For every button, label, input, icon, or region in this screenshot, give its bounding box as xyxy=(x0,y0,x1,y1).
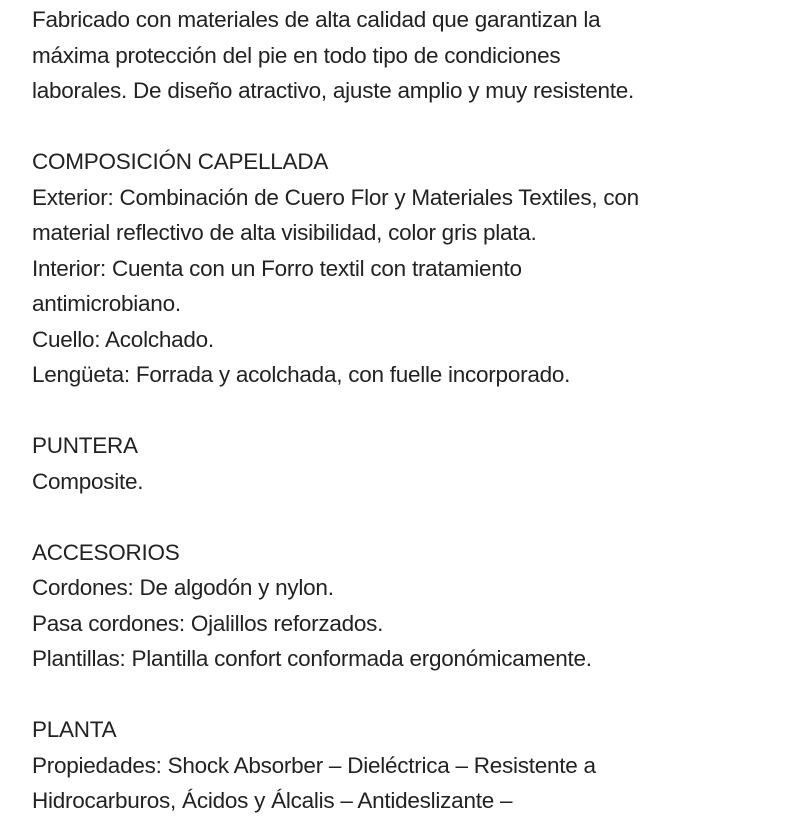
intro-paragraph xyxy=(32,2,772,109)
intro-line: Fabricado con materiales de alta calidad que garantizan la xyxy=(32,7,601,32)
intro-line: laborales. De diseño atractivo, ajuste amplio y muy resistente. xyxy=(32,78,635,103)
spec-line: Interior: Cuenta con un Forro textil con tratamiento xyxy=(32,255,522,281)
spacer xyxy=(32,109,772,145)
spec-line: Hidrocarburos, Ácidos y Álcalis – Antideslizante – xyxy=(32,788,513,813)
spacer xyxy=(32,677,772,713)
spec-line: antimicrobiano. xyxy=(32,291,181,316)
section-heading: PLANTA xyxy=(32,717,117,742)
spec-line: Pasa cordones: Ojalillos reforzados. xyxy=(32,610,384,636)
section-puntera xyxy=(32,428,772,499)
spec-line: Cuello: Acolchado. xyxy=(32,326,214,352)
section-composicion-capellada xyxy=(32,144,772,393)
section-heading: PUNTERA xyxy=(32,433,138,458)
section-planta xyxy=(32,712,772,819)
spacer xyxy=(32,393,772,429)
spec-line: material reflectivo de alta visibilidad, color gris plata. xyxy=(32,220,537,245)
section-heading: COMPOSICIÓN CAPELLADA xyxy=(32,149,329,174)
spec-line: Plantillas: Plantilla confort conformada ergonómicamente. xyxy=(32,646,592,671)
spec-line: Lengüeta: Forrada y acolchada, con fuelle incorporado. xyxy=(32,362,571,387)
spec-line: Exterior: Combinación de Cuero Flor y Materiales Textiles, con xyxy=(32,184,639,210)
product-description xyxy=(32,2,772,819)
section-accesorios xyxy=(32,535,772,677)
section-heading: ACCESORIOS xyxy=(32,539,180,565)
spec-line: Cordones: De algodón y nylon. xyxy=(32,575,334,600)
intro-line: máxima protección del pie en todo tipo de condiciones xyxy=(32,42,561,68)
spec-line: Propiedades: Shock Absorber – Dieléctrica – Resistente a xyxy=(32,752,596,778)
spec-line: Composite. xyxy=(32,468,144,494)
spacer xyxy=(32,499,772,535)
